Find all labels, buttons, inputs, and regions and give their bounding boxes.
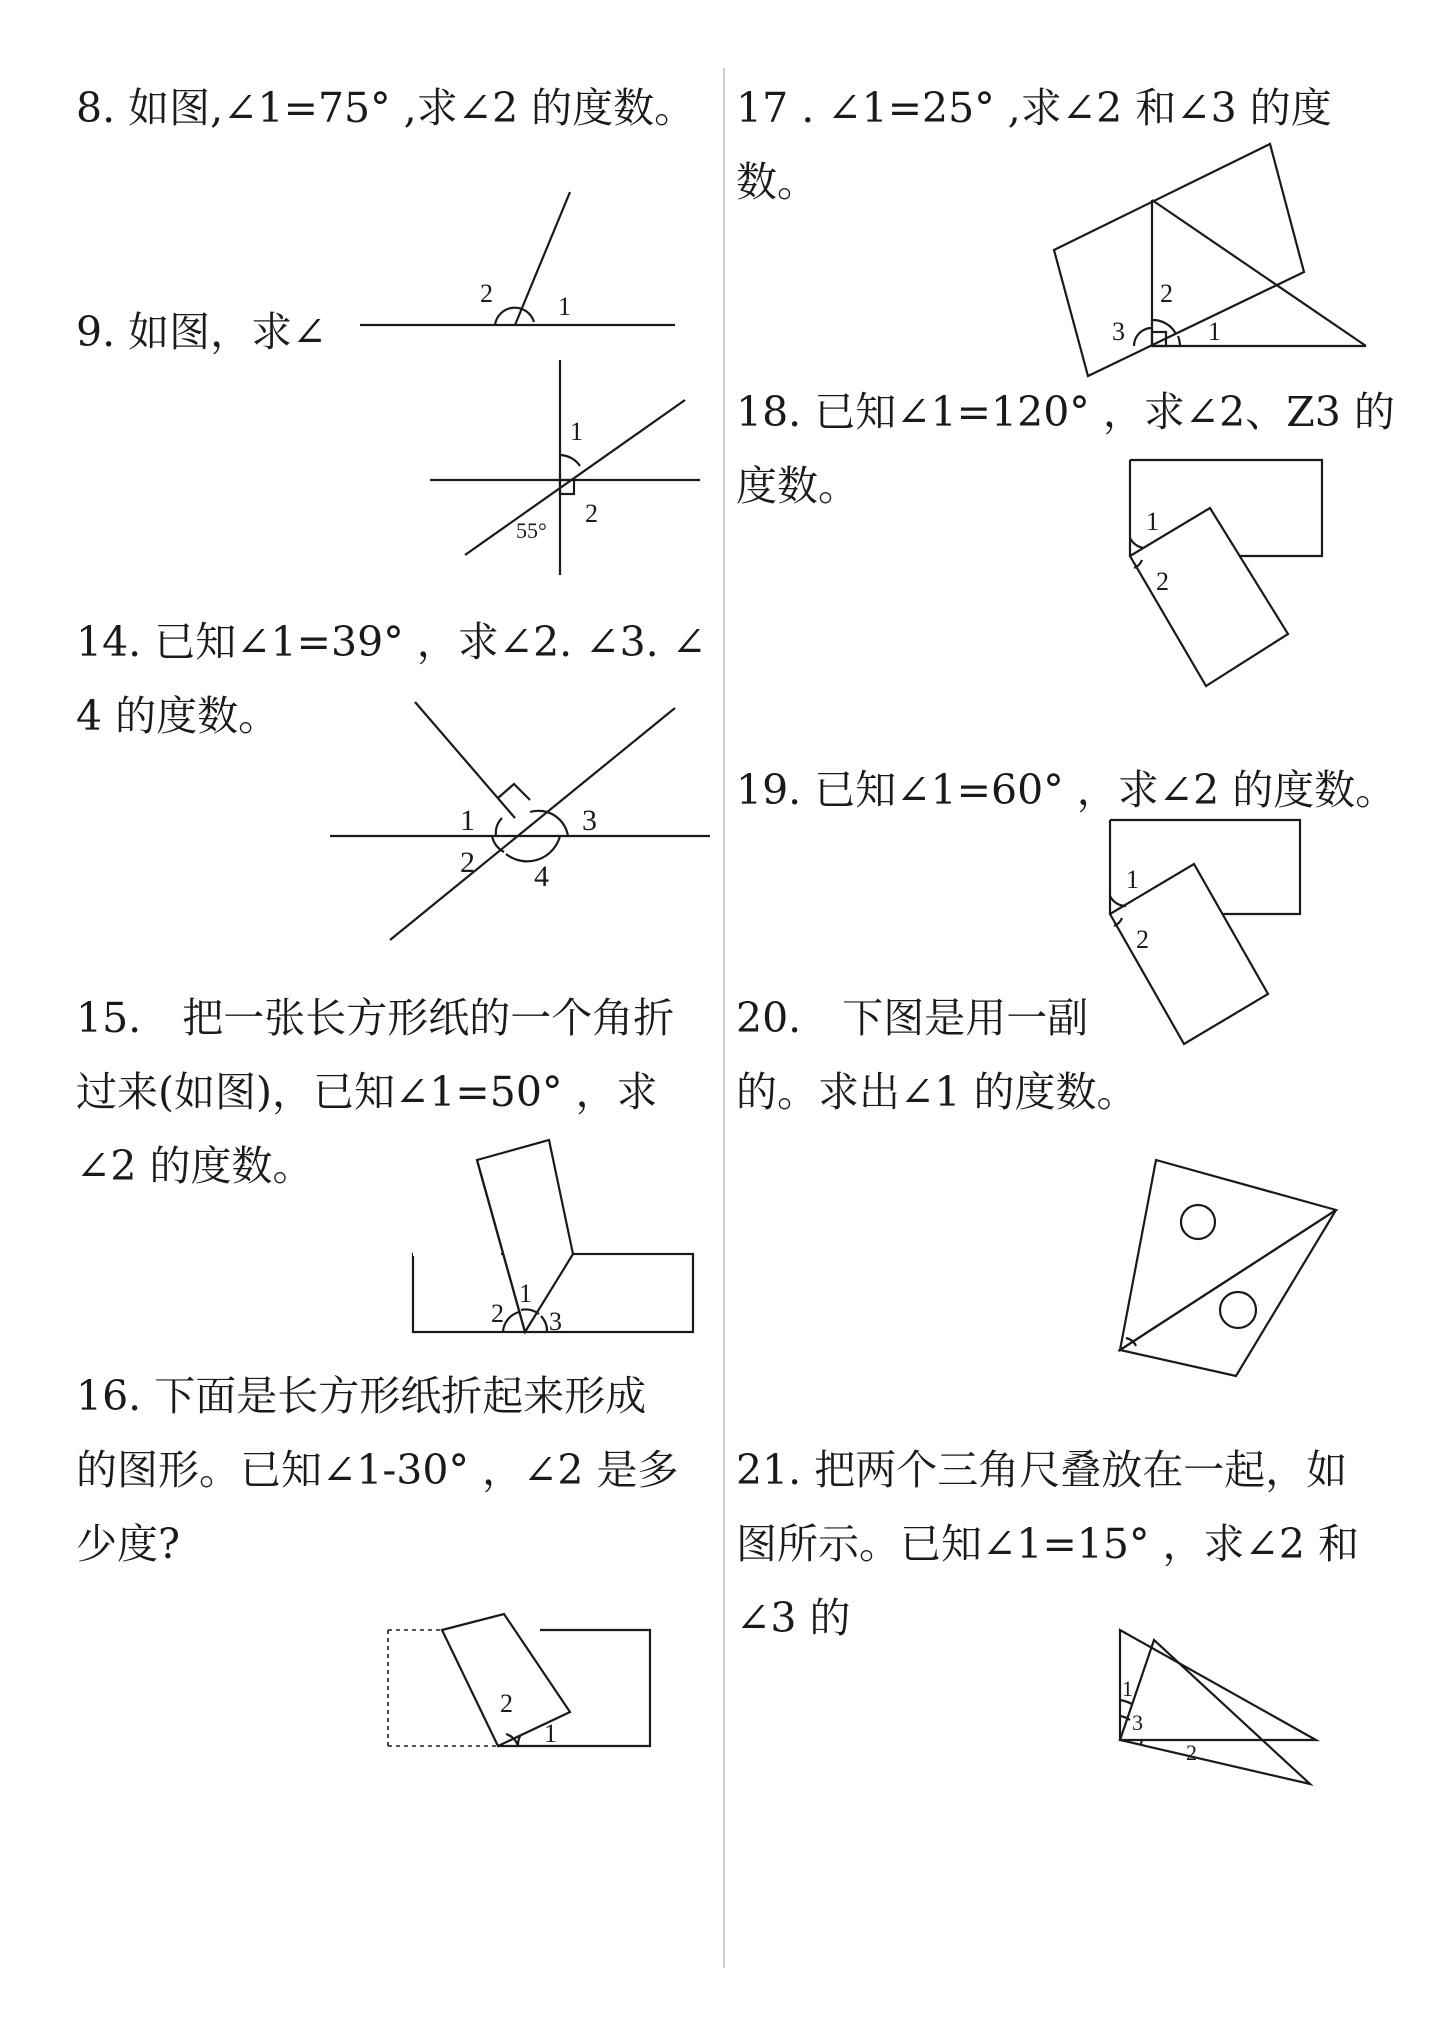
fig19-label-2: 2 <box>1136 925 1149 954</box>
fig17-label-1: 1 <box>1208 317 1221 346</box>
figure-18 <box>1120 450 1350 700</box>
problem-14-text-line2: 4 的度数。 <box>76 692 280 740</box>
problem-16-text-line2: 的图形。已知∠1-30° ，∠2 是多 <box>76 1446 679 1494</box>
figure-19 <box>1100 810 1330 1060</box>
problem-18-text-line2: 度数。 <box>736 462 859 510</box>
fig18-label-1: 1 <box>1146 507 1159 536</box>
fig9-label-55: 55° <box>516 518 547 543</box>
fig20-triangle-lower <box>1120 1210 1336 1376</box>
fig19-label-1: 1 <box>1126 865 1139 894</box>
fig14-arc-1 <box>496 818 502 836</box>
fig17-hypotenuse <box>1152 200 1366 346</box>
fig18-label-2: 2 <box>1156 567 1169 596</box>
fig14-label-3: 3 <box>582 804 597 837</box>
fig8-label-1: 1 <box>558 292 571 321</box>
fig15-label-1: 1 <box>519 1279 532 1308</box>
fig20-circle-lower <box>1220 1292 1256 1328</box>
fig15-arc-3 <box>541 1316 547 1332</box>
fig21-label-3: 3 <box>1132 1710 1143 1735</box>
fig15-arc-2 <box>503 1312 519 1332</box>
fig14-label-1: 1 <box>460 804 475 837</box>
problem-15-text-line1: 15. 把一张长方形纸的一个角折 <box>76 994 675 1042</box>
fig14-ray-left <box>415 702 515 818</box>
figure-9 <box>420 350 720 580</box>
fig20-circle-upper <box>1181 1205 1215 1239</box>
figure-8 <box>350 180 690 360</box>
fig17-label-3: 3 <box>1112 317 1125 346</box>
fig9-angle-arc <box>560 455 580 466</box>
problem-20-text-line1: 20. 下图是用一副 <box>736 994 1089 1042</box>
figure-20 <box>1110 1150 1350 1390</box>
problem-17-text-line1: 17 . ∠1=25° ,求∠2 和∠3 的度 <box>736 84 1332 132</box>
fig14-label-4: 4 <box>534 860 549 893</box>
fig14-label-2: 2 <box>460 846 475 879</box>
figure-14 <box>320 690 720 950</box>
fig16-label-1: 1 <box>544 1719 557 1748</box>
fig16-label-2: 2 <box>500 1689 513 1718</box>
fig18-arc-1 <box>1130 538 1144 548</box>
figure-17 <box>1040 130 1380 360</box>
fig19-arc-1 <box>1110 896 1126 906</box>
fig14-diagonal-line <box>390 708 675 940</box>
problem-20-text-line2: 的。求出∠1 的度数。 <box>736 1068 1138 1116</box>
fig21-label-2: 2 <box>1186 1740 1197 1765</box>
fig21-arc-2 <box>1141 1740 1142 1744</box>
fig17-arc-1 <box>1178 336 1180 346</box>
fig21-triangle-2 <box>1120 1640 1310 1784</box>
problem-16-text-line1: 16. 下面是长方形纸折起来形成 <box>76 1372 647 1420</box>
fig17-arc-3 <box>1134 328 1152 346</box>
problem-15-text-line2: 过来(如图)，已知∠1=50° ，求 <box>76 1068 658 1116</box>
fig9-label-2: 2 <box>585 499 598 528</box>
fig9-label-1: 1 <box>570 417 583 446</box>
figure-21 <box>1110 1620 1340 1800</box>
problem-19-text: 19. 已知∠1=60° ，求∠2 的度数。 <box>736 766 1397 814</box>
problem-15-text-line3: ∠2 的度数。 <box>76 1142 314 1190</box>
fig15-label-2: 2 <box>491 1299 504 1328</box>
fig17-label-2: 2 <box>1160 279 1173 308</box>
problem-9-text: 9. 如图，求∠ <box>76 308 327 356</box>
column-divider <box>723 68 725 1968</box>
problem-21-text-line2: 图所示。已知∠1=15° ，求∠2 和 <box>736 1520 1359 1568</box>
problem-21-text-line3: ∠3 的 <box>736 1594 851 1642</box>
fig16-arc-1 <box>518 1736 520 1746</box>
problem-21-text-line1: 21. 把两个三角尺叠放在一起，如 <box>736 1446 1348 1494</box>
figure-16 <box>380 1600 670 1760</box>
fig14-arc-3 <box>530 811 568 836</box>
fig20-triangle-upper <box>1120 1160 1336 1350</box>
fig14-right-angle-mark <box>498 784 530 800</box>
fig8-angle-arc <box>495 308 534 325</box>
fig21-label-1: 1 <box>1122 1676 1133 1701</box>
problem-17-text-line2: 数。 <box>736 158 818 206</box>
problem-8-text: 8. 如图,∠1=75° ,求∠2 的度数。 <box>76 84 696 132</box>
problem-16-text-line3: 少度? <box>76 1520 180 1568</box>
problem-14-text-line1: 14. 已知∠1=39° ，求∠2. ∠3. ∠ <box>76 618 707 666</box>
fig21-triangle-1 <box>1120 1630 1316 1740</box>
problem-18-text-line1: 18. 已知∠1=120° ，求∠2、Z3 的 <box>736 388 1395 436</box>
figure-15 <box>405 1130 705 1350</box>
fig15-label-3: 3 <box>549 1307 562 1336</box>
fig8-label-2: 2 <box>480 279 493 308</box>
